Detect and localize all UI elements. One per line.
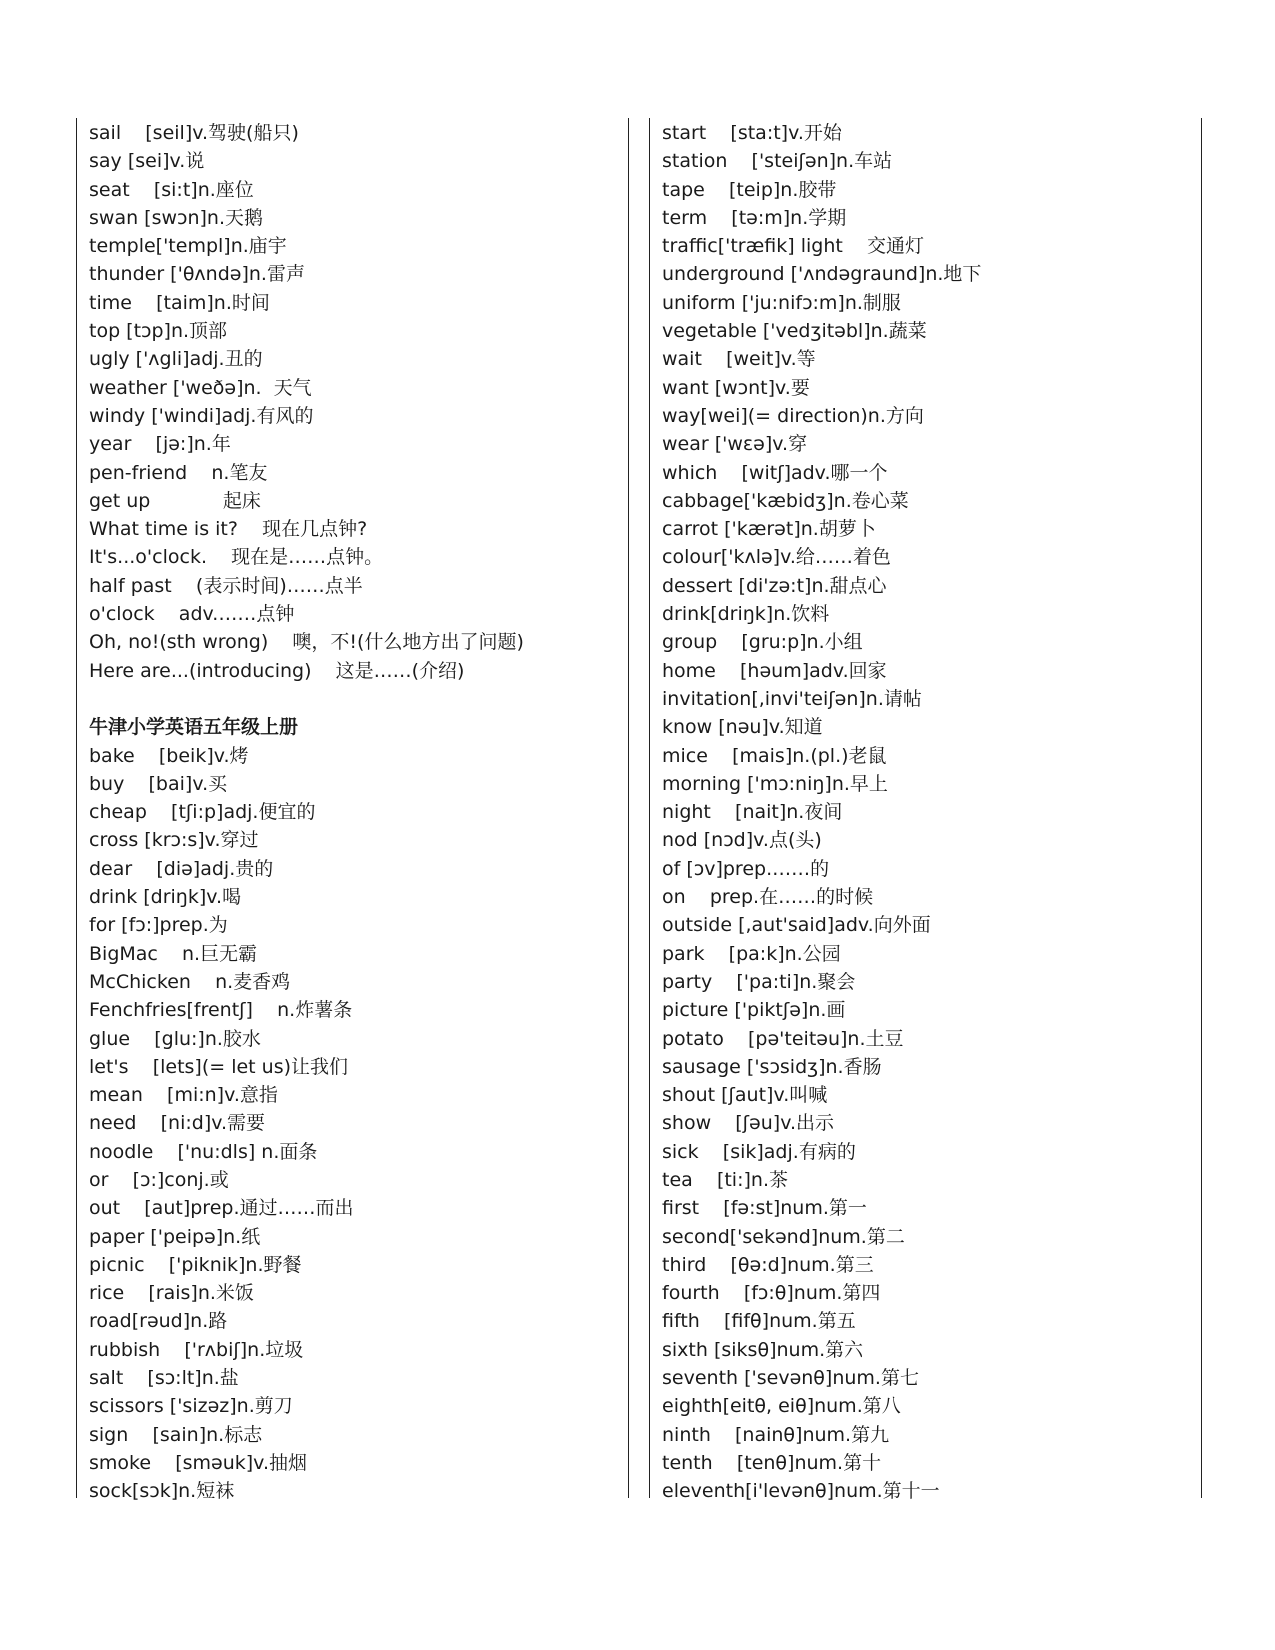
vocab-entry: way[wei](= direction)n.方向: [662, 404, 924, 427]
vocab-entry: cross [krɔ:s]v.穿过: [89, 829, 259, 852]
vocab-entry: sick [sik]adj.有病的: [662, 1140, 856, 1163]
vocab-entry: term [tə:m]n.学期: [662, 206, 847, 229]
vocab-entry: potato [pə'teitəu]n.土豆: [662, 1027, 904, 1050]
vocab-entry: swan [swɔn]n.天鹅: [89, 206, 263, 229]
vocab-entry: which [witʃ]adv.哪一个: [662, 461, 888, 484]
vocab-entry: McChicken n.麦香鸡: [89, 970, 291, 993]
vocab-entry: group [gru:p]n.小组: [662, 631, 863, 654]
vocab-entry: year [jə:]n.年: [89, 433, 231, 456]
vocab-entry: let's [lets](= let us)让我们: [89, 1055, 349, 1078]
vocab-entry: ugly ['ʌgli]adj.丑的: [89, 348, 263, 371]
vocab-entry: traffic['træfik] light 交通灯: [662, 235, 924, 258]
vocab-entry: road[rəud]n.路: [89, 1310, 228, 1333]
vocab-entry: time [taim]n.时间: [89, 291, 270, 314]
blank-spacer: [89, 685, 628, 713]
vocab-entry: morning ['mɔ:niŋ]n.早上: [662, 772, 888, 795]
vocab-entry: scissors ['sizəz]n.剪刀: [89, 1395, 293, 1418]
vocab-entry: temple['templ]n.庙宇: [89, 235, 287, 258]
vocab-entry: windy ['windi]adj.有风的: [89, 404, 314, 427]
vocab-entry: fifth [fifθ]num.第五: [662, 1310, 856, 1333]
vocab-entry: tenth [tenθ]num.第十: [662, 1451, 882, 1474]
vocab-entry: mice [mais]n.(pl.)老鼠: [662, 744, 887, 767]
vocab-entry: third [θə:d]num.第三: [662, 1253, 874, 1276]
vocab-entry: tea [ti:]n.茶: [662, 1168, 788, 1191]
vocab-entry: mean [mi:n]v.意指: [89, 1084, 278, 1107]
vocab-entry: know [nəu]v.知道: [662, 716, 823, 739]
vocab-entry: or [ɔ:]conj.或: [89, 1168, 229, 1191]
vocab-entry: home [həum]adv.回家: [662, 659, 887, 682]
vocab-entry: park [pa:k]n.公园: [662, 942, 841, 965]
vocab-entry: first [fə:st]num.第一: [662, 1197, 867, 1220]
vocab-entry: noodle ['nu:dls] n.面条: [89, 1140, 318, 1163]
vocab-entry: top [tɔp]n.顶部: [89, 320, 228, 343]
vocab-entry: outside [,aut'said]adv.向外面: [662, 914, 931, 937]
vocab-entry: rubbish ['rʌbiʃ]n.垃圾: [89, 1338, 304, 1361]
vocab-entry: second['sekənd]num.第二: [662, 1225, 905, 1248]
vocab-entry: paper ['peipə]n.纸: [89, 1225, 261, 1248]
vocab-entry: glue [glu:]n.胶水: [89, 1027, 261, 1050]
vocab-entry: cabbage['kæbidʒ]n.卷心菜: [662, 489, 909, 512]
vocab-entry: ninth [nainθ]num.第九: [662, 1423, 890, 1446]
vocab-entry: rice [rais]n.米饭: [89, 1282, 254, 1305]
vocab-entry: invitation[,invi'teiʃən]n.请帖: [662, 687, 922, 710]
vocab-entry: eighth[eitθ, eiθ]num.第八: [662, 1395, 901, 1418]
vocab-entry: want [wɔnt]v.要: [662, 376, 810, 399]
section-heading: 牛津小学英语五年级上册: [89, 716, 299, 739]
vocab-entry: seventh ['sevənθ]num.第七: [662, 1367, 919, 1390]
vocab-entry: sail [seil]v.驾驶(船只): [89, 122, 299, 144]
vocab-entry: nod [nɔd]v.点(头): [662, 829, 822, 852]
vocab-entry: wear ['wɛə]v.穿: [662, 433, 808, 456]
vocab-entry: party ['pa:ti]n.聚会: [662, 970, 856, 993]
vocab-entry: get up 起床: [89, 489, 261, 512]
vocab-entry: dessert [di'zə:t]n.甜点心: [662, 574, 887, 597]
vocab-entry: for [fɔ:]prep.为: [89, 914, 228, 937]
right-entries: [662, 118, 1201, 1506]
vocab-entry: uniform ['ju:nifɔ:m]n.制服: [662, 291, 901, 314]
right-column: [649, 118, 1202, 1503]
vocab-entry: eleventh[i'levənθ]num.第十一: [662, 1480, 940, 1503]
vocab-entry: cheap [tʃi:p]adj.便宜的: [89, 801, 316, 824]
vocab-entry: salt [sɔ:lt]n.盐: [89, 1367, 239, 1390]
vocab-entry: picture ['piktʃə]n.画: [662, 999, 846, 1022]
vocab-entry: bake [beik]v.烤: [89, 744, 249, 767]
vocab-entry: thunder ['θʌndə]n.雷声: [89, 263, 305, 286]
vocab-entry: of [ɔv]prep.……的: [662, 857, 830, 880]
vocab-entry: pen-friend n.笔友: [89, 461, 268, 484]
vocab-entry: drink[driŋk]n.饮料: [662, 603, 830, 626]
vocab-entry: smoke [sməuk]v.抽烟: [89, 1451, 307, 1474]
vocab-entry: picnic ['piknik]n.野餐: [89, 1253, 302, 1276]
vocab-entry: weather ['weðə]n. 天气: [89, 376, 312, 399]
vocab-entry: on prep.在……的时候: [662, 886, 874, 909]
vocab-entry: station ['steiʃən]n.车站: [662, 150, 893, 173]
vocab-entry: night [nait]n.夜间: [662, 801, 843, 824]
left-entries: [89, 118, 628, 1506]
vocab-entry: seat [si:t]n.座位: [89, 178, 254, 201]
vocab-entry: colour['kʌlə]v.给……着色: [662, 546, 891, 569]
vocab-entry: sixth [siksθ]num.第六: [662, 1338, 864, 1361]
vocab-entry: Fenchfries[frentʃ] n.炸薯条: [89, 999, 353, 1022]
vocab-entry: sausage ['sɔsidʒ]n.香肠: [662, 1055, 882, 1078]
vocab-entry: out [aut]prep.通过……而出: [89, 1197, 354, 1220]
vocab-entry: What time is it? 现在几点钟?: [89, 518, 368, 541]
vocab-entry: drink [driŋk]v.喝: [89, 886, 242, 909]
vocab-entry: dear [diə]adj.贵的: [89, 857, 274, 880]
vocab-entry: start [sta:t]v.开始: [662, 122, 842, 144]
vocab-entry: need [ni:d]v.需要: [89, 1112, 266, 1135]
vocab-entry: sock[sɔk]n.短袜: [89, 1480, 235, 1503]
vocab-entry: sign [sain]n.标志: [89, 1423, 263, 1446]
vocab-entry: carrot ['kærət]n.胡萝卜: [662, 518, 876, 541]
vocab-entry: Here are...(introducing) 这是……(介绍): [89, 659, 465, 682]
vocab-entry: o'clock adv.……点钟: [89, 603, 295, 626]
vocab-entry: Oh, no!(sth wrong) 噢，不!(什么地方出了问题): [89, 631, 524, 654]
vocab-entry: wait [weit]v.等: [662, 348, 816, 371]
vocab-entry: vegetable ['vedʒitəbl]n.蔬菜: [662, 320, 927, 343]
vocab-entry: tape [teip]n.胶带: [662, 178, 837, 201]
vocab-entry: say [sei]v.说: [89, 150, 205, 173]
vocab-entry: BigMac n.巨无霸: [89, 942, 258, 965]
vocab-entry: half past (表示时间)……点半: [89, 574, 363, 597]
vocab-entry: fourth [fɔ:θ]num.第四: [662, 1282, 881, 1305]
left-column: [76, 118, 629, 1503]
vocab-entry: It's...o'clock. 现在是……点钟。: [89, 546, 384, 569]
vocab-entry: underground ['ʌndəgraund]n.地下: [662, 263, 982, 286]
vocab-entry: buy [bai]v.买: [89, 772, 228, 795]
vocab-entry: show [ʃəu]v.出示: [662, 1112, 835, 1135]
vocab-entry: shout [ʃaut]v.叫喊: [662, 1084, 828, 1107]
